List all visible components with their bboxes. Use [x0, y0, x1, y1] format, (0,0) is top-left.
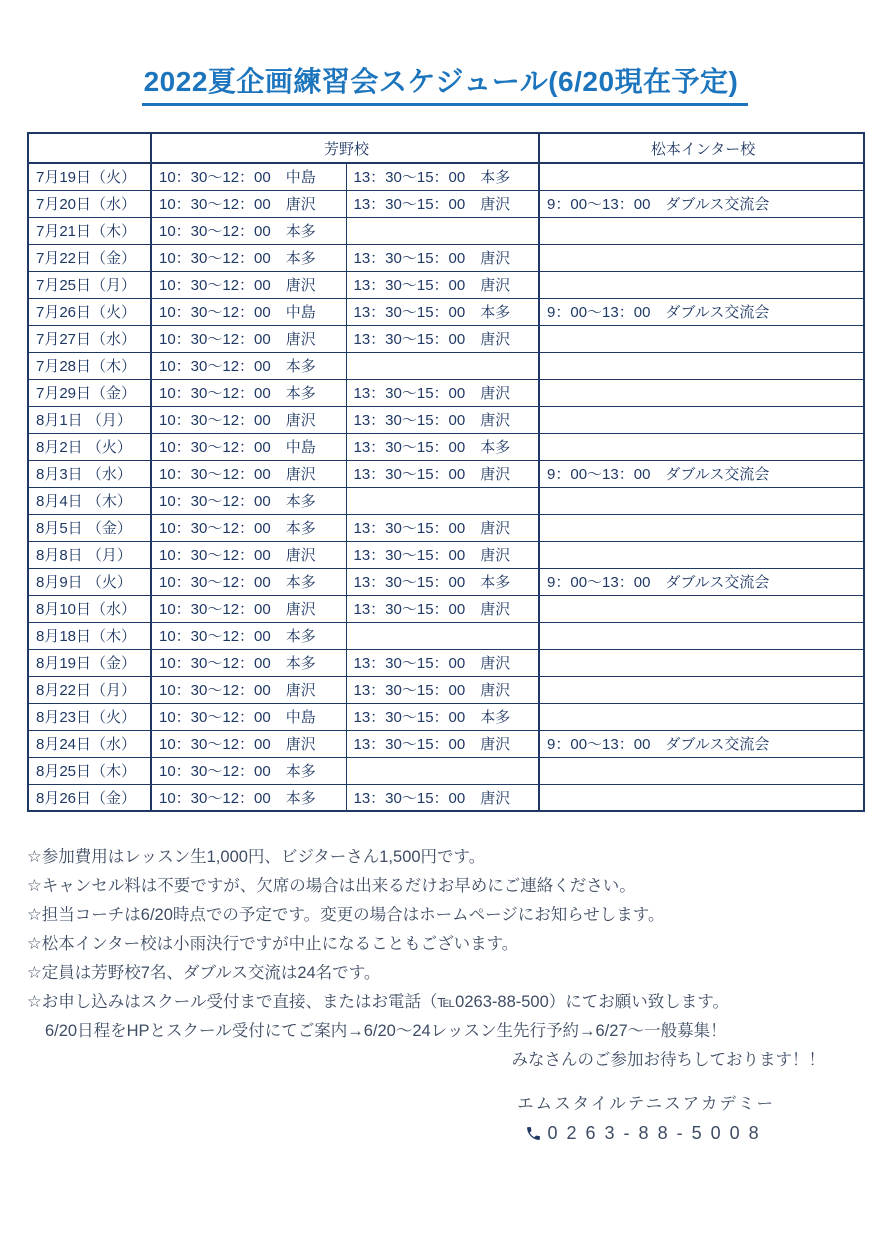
schedule-table-body: [28, 163, 864, 811]
date-cell: 8月10日（水）: [28, 595, 151, 622]
slot1-cell: 10：30～12：00 本多: [151, 757, 346, 784]
slot1-cell: 10：30～12：00 本多: [151, 649, 346, 676]
date-cell: 7月26日（火）: [28, 298, 151, 325]
inter-cell: [539, 595, 864, 622]
date-cell: 8月4日 （木）: [28, 487, 151, 514]
inter-cell: [539, 757, 864, 784]
table-row: [28, 622, 864, 649]
date-cell: 8月18日（木）: [28, 622, 151, 649]
slot2-cell: 13：30～15：00 唐沢: [346, 595, 539, 622]
table-row: [28, 352, 864, 379]
table-row: [28, 217, 864, 244]
inter-cell: 9：00～13：00 ダブルス交流会: [539, 298, 864, 325]
date-cell: 8月1日 （月）: [28, 406, 151, 433]
slot2-cell: 13：30～15：00 唐沢: [346, 649, 539, 676]
slot2-cell: 13：30～15：00 唐沢: [346, 244, 539, 271]
schedule-announcement-line: 6/20日程をHPとスクール受付にてご案内→6/20～24レッスン生先行予約→6/27～一般募集！: [45, 1022, 727, 1040]
table-row: [28, 325, 864, 352]
slot1-cell: 10：30～12：00 本多: [151, 244, 346, 271]
schedule-table-header: [28, 133, 864, 163]
table-row: [28, 244, 864, 271]
date-cell: 8月26日（金）: [28, 784, 151, 811]
date-cell: 8月9日 （火）: [28, 568, 151, 595]
slot2-cell: 13：30～15：00 唐沢: [346, 514, 539, 541]
slot1-cell: 10：30～12：00 唐沢: [151, 541, 346, 568]
table-row: [28, 541, 864, 568]
inter-cell: [539, 217, 864, 244]
table-row: [28, 595, 864, 622]
date-cell: 7月19日（火）: [28, 163, 151, 190]
slot1-cell: 10：30～12：00 本多: [151, 487, 346, 514]
slot1-cell: 10：30～12：00 唐沢: [151, 190, 346, 217]
date-cell: 7月28日（木）: [28, 352, 151, 379]
date-cell: 8月8日 （月）: [28, 541, 151, 568]
closing-line: みなさんのご参加お待ちしております！！: [511, 1051, 825, 1069]
inter-cell: [539, 487, 864, 514]
slot2-cell: 13：30～15：00 唐沢: [346, 379, 539, 406]
slot2-cell: 13：30～15：00 唐沢: [346, 325, 539, 352]
slot2-cell: 13：30～15：00 唐沢: [346, 406, 539, 433]
date-cell: 7月21日（木）: [28, 217, 151, 244]
date-cell: 7月25日（月）: [28, 271, 151, 298]
note-line: ☆キャンセル料は不要ですが、欠席の場合は出来るだけお早めにご連絡ください。: [27, 877, 636, 895]
table-row: [28, 487, 864, 514]
phone-handset-icon: [525, 1125, 542, 1142]
inter-cell: [539, 514, 864, 541]
slot2-cell: [346, 352, 539, 379]
table-row: [28, 433, 864, 460]
slot1-cell: 10：30～12：00 本多: [151, 568, 346, 595]
header-cell-yoshino: 芳野校: [151, 133, 539, 163]
table-row: [28, 514, 864, 541]
table-row: [28, 730, 864, 757]
slot1-cell: 10：30～12：00 唐沢: [151, 406, 346, 433]
date-cell: 8月23日（火）: [28, 703, 151, 730]
slot1-cell: 10：30～12：00 中島: [151, 703, 346, 730]
footer: [517, 1093, 775, 1144]
date-cell: 7月29日（金）: [28, 379, 151, 406]
slot2-cell: 13：30～15：00 唐沢: [346, 271, 539, 298]
inter-cell: [539, 649, 864, 676]
inter-cell: [539, 352, 864, 379]
table-row: [28, 379, 864, 406]
inter-cell: [539, 406, 864, 433]
inter-cell: 9：00～13：00 ダブルス交流会: [539, 568, 864, 595]
inter-cell: [539, 784, 864, 811]
header-row: [28, 133, 864, 163]
inter-cell: 9：00～13：00 ダブルス交流会: [539, 730, 864, 757]
date-cell: 7月20日（水）: [28, 190, 151, 217]
slot1-cell: 10：30～12：00 中島: [151, 298, 346, 325]
slot2-cell: 13：30～15：00 唐沢: [346, 190, 539, 217]
slot1-cell: 10：30～12：00 本多: [151, 217, 346, 244]
slot2-cell: [346, 622, 539, 649]
inter-cell: [539, 244, 864, 271]
title-wrap: [27, 60, 863, 106]
inter-cell: 9：00～13：00 ダブルス交流会: [539, 460, 864, 487]
table-row: [28, 163, 864, 190]
header-cell-matsumoto: 松本インター校: [539, 133, 864, 163]
slot1-cell: 10：30～12：00 中島: [151, 163, 346, 190]
slot2-cell: 13：30～15：00 本多: [346, 163, 539, 190]
slot1-cell: 10：30～12：00 本多: [151, 352, 346, 379]
date-cell: 7月27日（水）: [28, 325, 151, 352]
table-row: [28, 703, 864, 730]
slot1-cell: 10：30～12：00 本多: [151, 784, 346, 811]
inter-cell: 9：00～13：00 ダブルス交流会: [539, 190, 864, 217]
inter-cell: [539, 433, 864, 460]
table-row: [28, 676, 864, 703]
date-cell: 8月25日（木）: [28, 757, 151, 784]
inter-cell: [539, 541, 864, 568]
slot1-cell: 10：30～12：00 本多: [151, 622, 346, 649]
note-line: ☆担当コーチは6/20時点での予定です。変更の場合はホームページにお知らせします。: [27, 906, 665, 924]
table-row: [28, 406, 864, 433]
inter-cell: [539, 703, 864, 730]
slot1-cell: 10：30～12：00 唐沢: [151, 730, 346, 757]
table-row: [28, 568, 864, 595]
date-cell: 7月22日（金）: [28, 244, 151, 271]
phone-line: [517, 1123, 775, 1144]
notes-section: [27, 843, 863, 1017]
slot2-cell: 13：30～15：00 本多: [346, 703, 539, 730]
header-cell-date: [28, 133, 151, 163]
date-cell: 8月3日 （水）: [28, 460, 151, 487]
slot2-cell: [346, 217, 539, 244]
academy-name: エムスタイルテニスアカデミー: [517, 1095, 775, 1113]
slot2-cell: 13：30～15：00 唐沢: [346, 784, 539, 811]
slot2-cell: 13：30～15：00 本多: [346, 568, 539, 595]
table-row: [28, 460, 864, 487]
slot2-cell: 13：30～15：00 唐沢: [346, 676, 539, 703]
date-cell: 8月22日（月）: [28, 676, 151, 703]
date-cell: 8月24日（水）: [28, 730, 151, 757]
slot2-cell: 13：30～15：00 唐沢: [346, 460, 539, 487]
date-cell: 8月19日（金）: [28, 649, 151, 676]
table-row: [28, 784, 864, 811]
inter-cell: [539, 163, 864, 190]
slot1-cell: 10：30～12：00 唐沢: [151, 676, 346, 703]
table-row: [28, 649, 864, 676]
note-line: ☆お申し込みはスクール受付まで直接、またはお電話（℡0263-88-500）にてお願い致します。: [27, 993, 729, 1011]
table-row: [28, 757, 864, 784]
date-cell: 8月2日 （火）: [28, 433, 151, 460]
slot2-cell: [346, 487, 539, 514]
inter-cell: [539, 622, 864, 649]
slot2-cell: 13：30～15：00 本多: [346, 433, 539, 460]
page-title: 2022夏企画練習会スケジュール(6/20現在予定): [142, 60, 749, 106]
slot1-cell: 10：30～12：00 唐沢: [151, 271, 346, 298]
slot1-cell: 10：30～12：00 本多: [151, 379, 346, 406]
slot2-cell: 13：30～15：00 唐沢: [346, 541, 539, 568]
slot1-cell: 10：30～12：00 唐沢: [151, 460, 346, 487]
table-row: [28, 271, 864, 298]
slot1-cell: 10：30～12：00 唐沢: [151, 595, 346, 622]
inter-cell: [539, 325, 864, 352]
slot2-cell: 13：30～15：00 唐沢: [346, 730, 539, 757]
table-row: [28, 190, 864, 217]
slot1-cell: 10：30～12：00 本多: [151, 514, 346, 541]
slot1-cell: 10：30～12：00 唐沢: [151, 325, 346, 352]
slot1-cell: 10：30～12：00 中島: [151, 433, 346, 460]
table-row: [28, 298, 864, 325]
date-cell: 8月5日 （金）: [28, 514, 151, 541]
note-line: ☆参加費用はレッスン生1,000円、ビジターさん1,500円です。: [27, 848, 486, 866]
schedule-table: [27, 132, 865, 812]
inter-cell: [539, 379, 864, 406]
phone-number: 0263-88-5008: [547, 1123, 768, 1143]
note-line: ☆定員は芳野校7名、ダブルス交流は24名です。: [27, 964, 381, 982]
inter-cell: [539, 676, 864, 703]
slot2-cell: [346, 757, 539, 784]
inter-cell: [539, 271, 864, 298]
note-line: ☆松本インター校は小雨決行ですが中止になることもございます。: [27, 935, 519, 953]
slot2-cell: 13：30～15：00 本多: [346, 298, 539, 325]
